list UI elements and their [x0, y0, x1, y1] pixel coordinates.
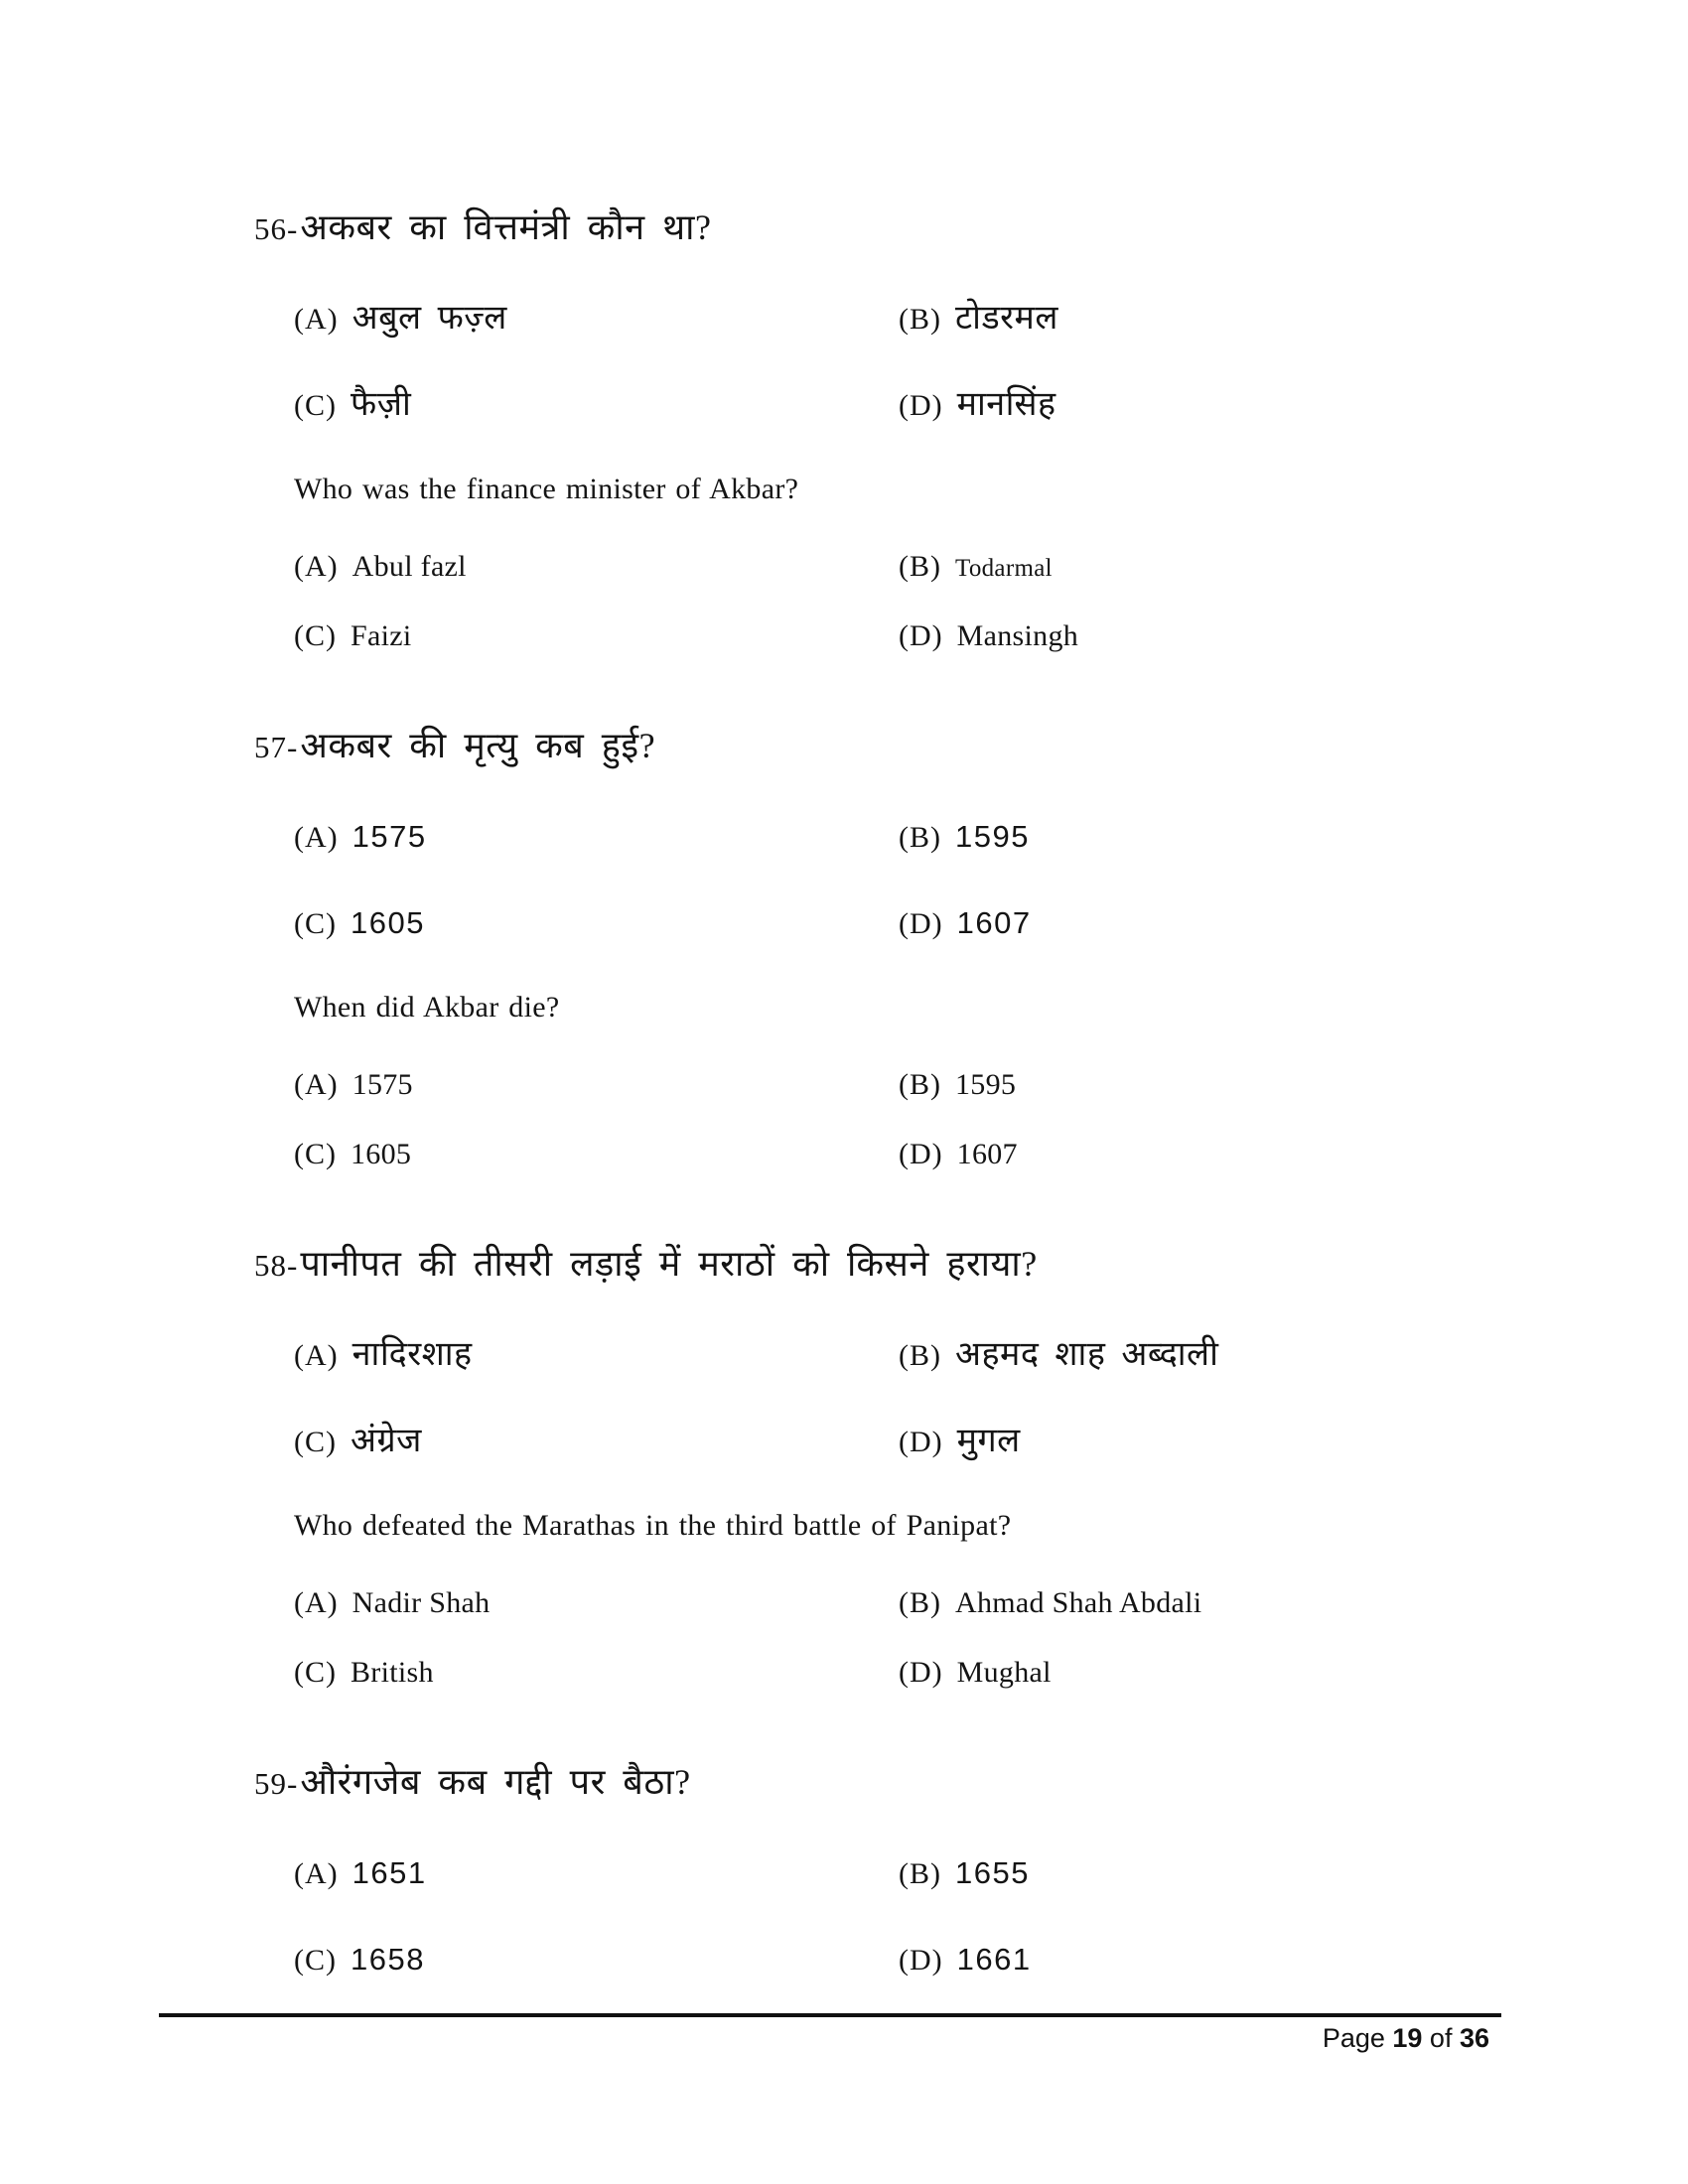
option-label: (C): [294, 907, 337, 940]
option-b-english: [899, 1065, 1569, 1110]
option-text: 1658: [351, 1942, 425, 1977]
option-label: (B): [899, 1068, 941, 1101]
question-heading: [254, 204, 1569, 253]
question-text-hindi: औरंगजेब कब गद्दी पर बैठा?: [300, 1762, 691, 1802]
option-label: (C): [294, 1944, 337, 1977]
option-text: नादिरशाह: [352, 1336, 473, 1373]
option-label: (B): [899, 1339, 941, 1372]
option-a-english: [294, 547, 899, 592]
question-text-english: When did Akbar die?: [294, 991, 560, 1024]
option-a-english: [294, 1583, 899, 1628]
english-options: [294, 1583, 1569, 1722]
option-label: (A): [294, 1857, 339, 1890]
question-heading: [254, 722, 1569, 771]
option-text: Nadir Shah: [352, 1586, 491, 1619]
hindi-options: [294, 815, 1569, 988]
question-number: 58-: [254, 1248, 299, 1283]
option-text: 1607: [956, 905, 1032, 940]
questions-area: [254, 204, 1569, 2060]
question-heading: [254, 1758, 1569, 1808]
option-label: (C): [294, 1138, 337, 1170]
option-label: (B): [899, 303, 941, 336]
option-label: (D): [899, 619, 943, 652]
option-d-hindi: [899, 901, 1569, 951]
option-c-english: [294, 1653, 899, 1698]
option-text: British: [351, 1656, 434, 1689]
option-text: 1651: [352, 1855, 427, 1890]
option-label: (D): [899, 1944, 943, 1977]
option-label: (B): [899, 821, 941, 854]
option-label: (C): [294, 619, 337, 652]
option-text: अंग्रेज: [351, 1423, 422, 1459]
hindi-options: [294, 1333, 1569, 1506]
option-text: मानसिंह: [956, 386, 1056, 423]
option-text: 1605: [351, 1138, 412, 1170]
option-label: (A): [294, 1068, 339, 1101]
option-c-english: [294, 1135, 899, 1179]
footer-total-pages: 36: [1459, 2023, 1489, 2053]
option-label: (A): [294, 821, 339, 854]
option-b-english: [899, 547, 1569, 592]
footer-word-of: of: [1422, 2023, 1460, 2053]
option-b-hindi: [899, 1851, 1569, 1901]
hindi-options: [294, 1851, 1569, 2024]
option-c-hindi: [294, 383, 899, 433]
option-b-hindi: [899, 1333, 1569, 1383]
hindi-options: [294, 297, 1569, 470]
question-number: 59-: [254, 1766, 299, 1801]
option-text: Ahmad Shah Abdali: [955, 1586, 1202, 1619]
option-text: फैज़ी: [351, 386, 412, 423]
option-a-hindi: [294, 1851, 899, 1901]
question-56: [254, 204, 1569, 686]
option-text: 1607: [956, 1138, 1018, 1170]
question-text-english: Who defeated the Marathas in the third battle of Panipat?: [294, 1509, 1012, 1542]
option-b-hindi: [899, 815, 1569, 865]
footer-word-page: Page: [1322, 2023, 1393, 2053]
option-label: (A): [294, 303, 339, 336]
footer-current-page: 19: [1392, 2023, 1423, 2053]
english-options: [294, 1065, 1569, 1204]
question-57: [254, 722, 1569, 1204]
option-c-hindi: [294, 1420, 899, 1469]
question-text-english: Who was the finance minister of Akbar?: [294, 473, 799, 505]
question-number: 57-: [254, 730, 299, 764]
option-text: 1661: [956, 1942, 1032, 1977]
option-label: (B): [899, 550, 941, 583]
option-text: अहमद शाह अब्दाली: [955, 1336, 1219, 1373]
footer-divider: [159, 2013, 1501, 2017]
option-a-hindi: [294, 1333, 899, 1383]
option-c-hindi: [294, 901, 899, 951]
option-text: 1575: [352, 1068, 413, 1101]
option-label: (C): [294, 1656, 337, 1689]
option-text: 1605: [351, 905, 425, 940]
option-label: (A): [294, 1586, 339, 1619]
option-label: (B): [899, 1586, 941, 1619]
option-text: 1575: [352, 819, 427, 854]
option-a-hindi: [294, 297, 899, 346]
option-label: (D): [899, 1426, 943, 1458]
option-text: अबुल फज़्ल: [352, 300, 507, 337]
option-text: Mansingh: [956, 619, 1079, 652]
question-59: [254, 1758, 1569, 2024]
option-label: (D): [899, 1138, 943, 1170]
option-d-hindi: [899, 1938, 1569, 1987]
option-label: (D): [899, 1656, 943, 1689]
option-label: (A): [294, 1339, 339, 1372]
option-text: Faizi: [351, 619, 412, 652]
option-text: Mughal: [956, 1656, 1052, 1689]
option-text: Abul fazl: [352, 550, 467, 583]
option-c-hindi: [294, 1938, 899, 1987]
question-text-hindi: पानीपत की तीसरी लड़ाई में मराठों को किसने हराया?: [300, 1244, 1038, 1284]
option-label: (D): [899, 389, 943, 422]
page-number-footer: [159, 2023, 1489, 2054]
option-label: (D): [899, 907, 943, 940]
option-label: (C): [294, 1426, 337, 1458]
option-d-english: [899, 616, 1569, 661]
question-text-hindi: अकबर का वित्तमंत्री कौन था?: [300, 207, 712, 247]
option-text: टोडरमल: [955, 300, 1058, 337]
question-number: 56-: [254, 211, 299, 246]
option-text: 1655: [955, 1855, 1030, 1890]
option-d-hindi: [899, 383, 1569, 433]
option-label: (C): [294, 389, 337, 422]
option-c-english: [294, 616, 899, 661]
option-text: मुगल: [956, 1423, 1021, 1459]
option-d-english: [899, 1653, 1569, 1698]
question-text-hindi: अकबर की मृत्यु कब हुई?: [300, 726, 656, 765]
option-text: 1595: [955, 819, 1030, 854]
option-text: 1595: [955, 1068, 1017, 1101]
question-heading: [254, 1240, 1569, 1290]
option-a-english: [294, 1065, 899, 1110]
question-58: [254, 1240, 1569, 1722]
option-d-english: [899, 1135, 1569, 1179]
option-text: Todarmal: [955, 555, 1053, 582]
option-b-hindi: [899, 297, 1569, 346]
option-label: (B): [899, 1857, 941, 1890]
option-label: (A): [294, 550, 339, 583]
option-d-hindi: [899, 1420, 1569, 1469]
option-b-english: [899, 1583, 1569, 1628]
english-options: [294, 547, 1569, 686]
option-a-hindi: [294, 815, 899, 865]
